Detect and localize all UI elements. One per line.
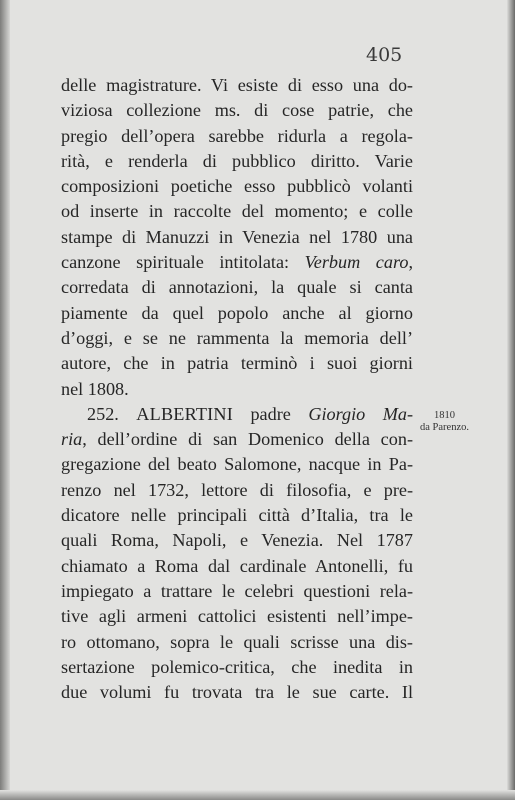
entry-number: 252. bbox=[87, 403, 137, 424]
text-line: autore, che in patria terminò i suoi giorni bbox=[61, 353, 413, 374]
page-right-edge-shadow bbox=[507, 0, 515, 800]
text-line bbox=[61, 427, 413, 452]
page-number: 405 bbox=[366, 44, 403, 66]
body-text bbox=[61, 73, 413, 705]
text-segment: padre bbox=[232, 403, 309, 424]
italic-given-name-end: ria bbox=[61, 429, 83, 450]
text-line: piamente da quel popolo anche al giorno bbox=[61, 302, 413, 323]
text-segment: , dell’ordine di san Domenico della con- bbox=[82, 429, 413, 450]
text-line: renzo nel 1732, lettore di filosofia, e pre- bbox=[61, 479, 413, 500]
text-line: od inserte in raccolte del momento; e colle bbox=[61, 201, 413, 222]
text-line: gregazione del beato Salomone, nacque in Pa- bbox=[61, 454, 413, 475]
page-bottom-edge-shadow bbox=[0, 790, 515, 800]
text-segment: canzone spirituale intitolata: bbox=[61, 252, 305, 273]
text-line: d’oggi, e se ne rammenta la memoria dell’ bbox=[61, 327, 413, 348]
text-line: sertazione polemico-critica, che inedita in bbox=[61, 656, 413, 677]
text-line: tive agli armeni cattolici esistenti nell’impe- bbox=[61, 606, 413, 627]
margin-note-place: da Parenzo. bbox=[420, 422, 469, 433]
text-line bbox=[61, 250, 413, 275]
text-line: chiamato a Roma dal cardinale Antonelli, fu bbox=[61, 555, 413, 576]
text-line: quali Roma, Napoli, e Venezia. Nel 1787 bbox=[61, 530, 413, 551]
text-line: viziosa collezione ms. di cose patrie, che bbox=[61, 100, 413, 121]
italic-given-name: Giorgio Ma- bbox=[308, 403, 414, 424]
text-line: composizioni poetiche esso pubblicò volanti bbox=[61, 176, 413, 197]
entry-surname: ALBERTINI bbox=[136, 403, 233, 424]
text-line: stampe di Manuzzi in Venezia nel 1780 una bbox=[61, 226, 413, 247]
margin-note-year: 1810 bbox=[433, 410, 455, 421]
text-line: rità, e renderla di pubblico diritto. Varie bbox=[61, 150, 413, 171]
italic-title-verbum-caro: Verbum caro bbox=[304, 252, 409, 273]
text-segment: , bbox=[408, 252, 413, 273]
text-line: dicatore nelle principali città d’Italia, tra le bbox=[61, 505, 413, 526]
text-line: pregio dell’opera sarebbe ridurla a regola- bbox=[61, 125, 413, 146]
text-line: impiegato a trattare le celebri questioni rela- bbox=[61, 580, 413, 601]
entry-heading-line bbox=[61, 402, 413, 427]
margin-note bbox=[420, 410, 469, 434]
text-line: delle magistrature. Vi esiste di esso una do- bbox=[61, 75, 413, 95]
text-line: ro ottomano, sopra le quali scrisse una dis- bbox=[61, 631, 413, 652]
text-line: due volumi fu trovata tra le sue carte. Il bbox=[61, 682, 413, 703]
page-left-edge-shadow bbox=[0, 0, 10, 800]
text-line: corredata di annotazioni, la quale si canta bbox=[61, 277, 413, 298]
text-line: nel 1808. bbox=[61, 378, 129, 399]
